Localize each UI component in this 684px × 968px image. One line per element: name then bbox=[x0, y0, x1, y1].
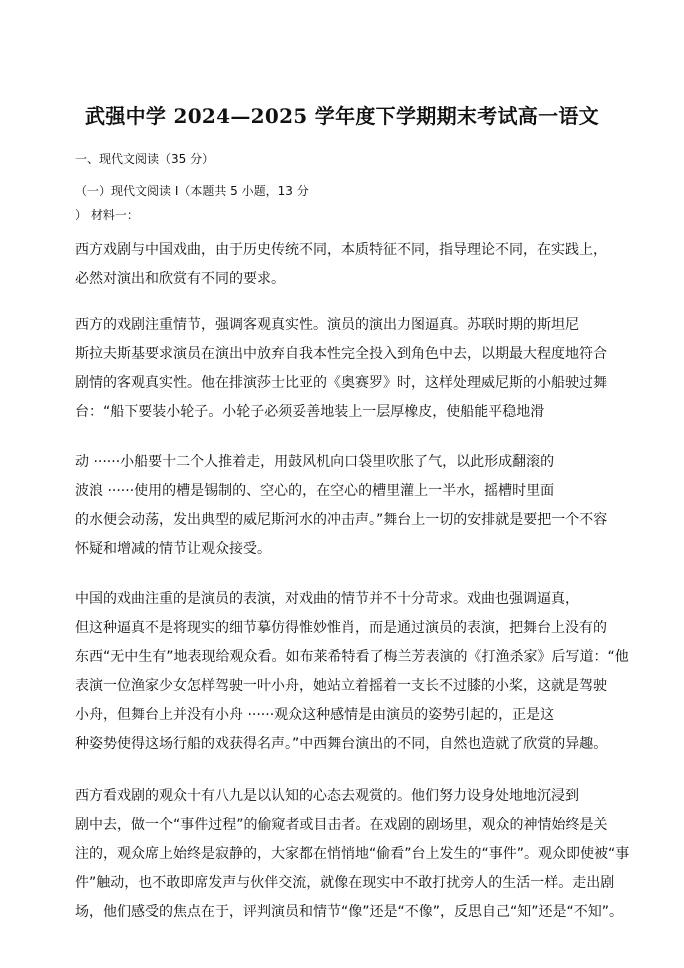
text-line: 表演一位渔家少女怎样驾驶一叶小舟，她站立着摇着一支长不过膝的小桨，这就是驾驶 bbox=[75, 678, 607, 694]
text-line: 东西“无中生有”地表现给观众看。如布莱希特看了梅兰芳表演的《打渔杀家》后写道：“他 bbox=[75, 649, 629, 665]
text-line: 剧情的客观真实性。他在排演莎士比亚的《奥赛罗》时，这样处理威尼斯的小船驶过舞 bbox=[75, 375, 607, 391]
text-line: 但这种逼真不是将现实的细节摹仿得惟妙惟肖，而是通过演员的表演，把舞台上没有的 bbox=[75, 620, 607, 636]
text-line: 剧中去，做一个“事件过程”的偷窥者或目击者。在戏剧的剧场里，观众的神情始终是关 bbox=[75, 817, 608, 833]
text-line: 场，他们感受的焦点在于，评判演员和情节“像”还是“不像”，反思自己“知”还是“不知”。 bbox=[75, 904, 624, 920]
paragraph-4 bbox=[75, 585, 629, 759]
text-line: 件”触动，也不敢即席发声与伙伴交流，就像在现实中不敢打扰旁人的生活一样。走出剧 bbox=[75, 875, 615, 891]
text-line: 中国的戏曲注重的是演员的表演，对戏曲的情节并不十分苛求。戏曲也强调逼真， bbox=[75, 591, 579, 607]
paragraph-3 bbox=[75, 448, 615, 564]
text-line: 动 ······小船要十二个人推着走，用鼓风机向口袋里吹胀了气，以此形成翻滚的 bbox=[75, 454, 555, 470]
text-line: 西方的戏剧注重情节，强调客观真实性。演员的演出力图逼真。苏联时期的斯坦尼 bbox=[75, 317, 579, 333]
text-line: 种姿势使得这场行船的戏获得名声。”中西舞台演出的不同，自然也造就了欣赏的异趣。 bbox=[75, 736, 608, 752]
paragraph-1 bbox=[75, 236, 615, 294]
section-heading: 一、现代文阅读（35 分） bbox=[75, 152, 215, 166]
text-line: 必然对演出和欣赏有不同的要求。 bbox=[75, 271, 285, 287]
text-line: 波浪 ······使用的槽是锡制的、空心的，在空心的槽里灌上一半水，摇槽时里面 bbox=[75, 483, 555, 499]
text-line: 西方看戏剧的观众十有八九是以认知的心态去观赏的。他们努力设身处地地沉浸到 bbox=[75, 788, 579, 804]
text-line: 斯拉夫斯基要求演员在演出中放弃自我本性完全投入到角色中去，以期最大程度地符合 bbox=[75, 346, 607, 362]
text-line: 西方戏剧与中国戏曲，由于历史传统不同，本质特征不同，指导理论不同，在实践上， bbox=[75, 242, 607, 258]
text-line: 怀疑和增减的情节让观众接受。 bbox=[75, 541, 271, 557]
subsection-heading-continued: ） 材料一： bbox=[75, 208, 139, 222]
paragraph-2 bbox=[75, 311, 615, 427]
text-line: 注的，观众席上始终是寂静的，大家都在悄悄地“偷看”台上发生的“事件”。观众即使被“事 bbox=[75, 846, 630, 862]
text-line: 小舟，但舞台上并没有小舟 ······观众这种感情是由演员的姿势引起的，正是这 bbox=[75, 707, 555, 723]
paragraph-5 bbox=[75, 782, 630, 927]
subsection-heading: （一）现代文阅读 I（本题共 5 小题，13 分 bbox=[75, 184, 309, 198]
document-title: 武强中学 2024—2025 学年度下学期期末考试高一语文 bbox=[85, 104, 599, 128]
text-line: 台：“船下要装小轮子。小轮子必须妥善地装上一层厚橡皮，使船能平稳地滑 bbox=[75, 404, 545, 420]
text-line: 的水便会动荡，发出典型的威尼斯河水的冲击声。”舞台上一切的安排就是要把一个不容 bbox=[75, 512, 608, 528]
